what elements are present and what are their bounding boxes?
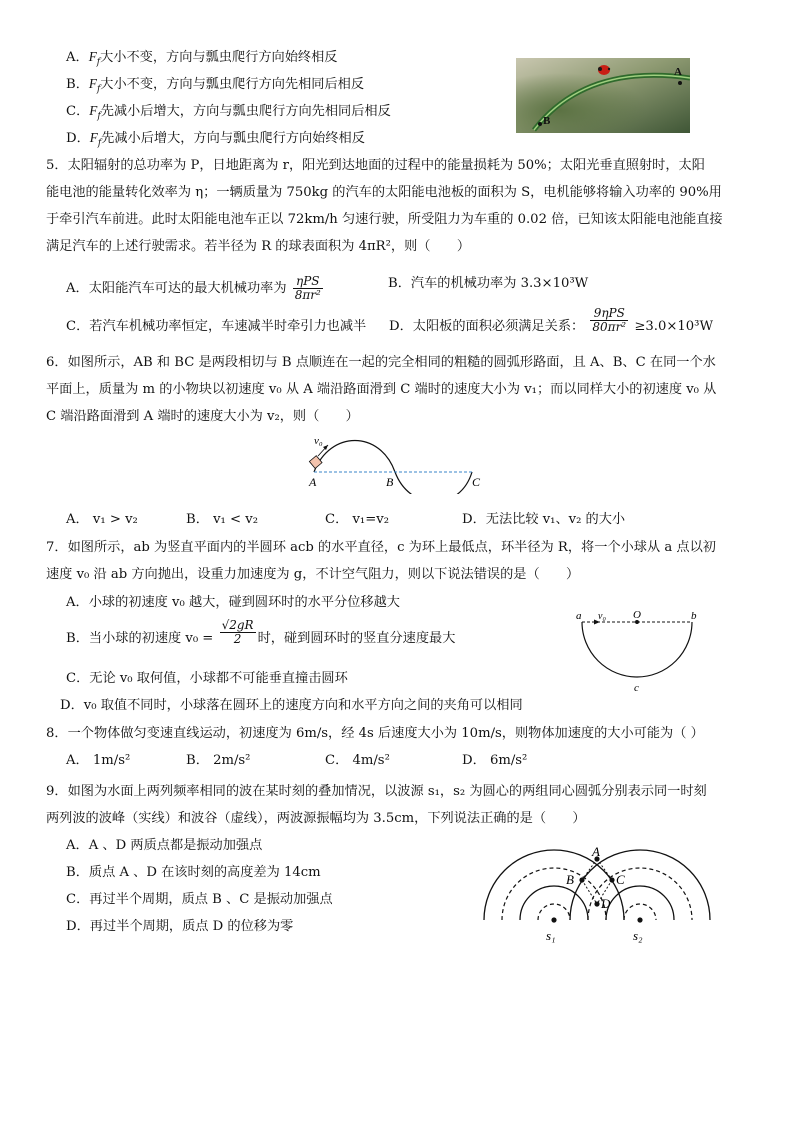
q4-option-b: B．$F_f$大小不变，方向与瓢虫爬行方向先相同后相反: [66, 76, 365, 95]
q7-label-a: a: [576, 610, 582, 622]
q9-option-b: B．质点 A 、D 在该时刻的高度差为 14cm: [66, 865, 321, 880]
q5-option-b: B．汽车的机械功率为 3.3×10³W: [388, 276, 589, 291]
q7-semicircle: [582, 622, 692, 677]
q4-option-d: D．$F_f$先减小后增大，方向与瓢虫爬行方向始终相反: [66, 130, 365, 149]
q9-stem-line-2: 两列波的波峰（实线）和波谷（虚线），两波源振幅均为 3.5cm，下列说法正确的是（ ）: [46, 811, 586, 826]
q9-s2-crest-inner: [606, 886, 674, 920]
q7-label-b: b: [691, 610, 697, 622]
q7-option-a: A．小球的初速度 v₀ 越大，碰到圆环时的水平分位移越大: [66, 595, 400, 610]
q9-label-s1: s₁: [546, 928, 556, 943]
q9-point-b: [579, 877, 584, 882]
q9-figure: [478, 846, 714, 946]
q4-option-c: C．$F_f$先减小后增大，方向与瓢虫爬行方向先相同后相反: [66, 103, 391, 122]
q7-stem-line-2: 速度 v₀ 沿 ab 方向抛出，设重力加速度为 g，不计空气阻力，则以下说法错误的是（ ）: [46, 567, 580, 582]
q6-label-b: B: [386, 475, 394, 489]
q9-option-d: D．再过半个周期，质点 D 的位移为零: [66, 919, 294, 934]
q9-label-c: C: [616, 872, 625, 887]
q9-point-d: [594, 901, 599, 906]
q7-label-o: O: [633, 609, 641, 621]
q8-option-d: D． 6m/s²: [462, 753, 528, 768]
q7-label-v0: v₀: [598, 611, 606, 622]
q7-stem-line-1: 7．如图所示，ab 为竖直平面内的半圆环 acb 的水平直径，c 为环上最低点，环半径为 R，将一个小球从 a 点以初: [46, 540, 716, 555]
q7-label-c: c: [634, 682, 639, 694]
q9-point-c: [609, 877, 614, 882]
q8-option-b: B． 2m/s²: [186, 753, 251, 768]
q6-label-a: A: [309, 475, 317, 489]
q7-option-c: C．无论 v₀ 取何值，小球都不可能垂直撞击圆环: [66, 671, 348, 686]
q7-option-b-fraction: $\frac{√2gR}{2}$: [221, 618, 254, 646]
q6-stem-line-3: C 端沿路面滑到 A 端时的速度大小为 v₂，则（ ）: [46, 409, 359, 424]
q5-option-a: A．太阳能汽车可达的最大机械功率为 $\frac{\text{ηPS}}{\text{8πr²}}$: [66, 274, 321, 302]
q9-option-c: C．再过半个周期，质点 B 、C 是振动加强点: [66, 892, 333, 907]
q9-label-d: D: [601, 896, 611, 911]
q7-option-d: D．v₀ 取值不同时，小球落在圆环上的速度方向和水平方向之间的夹角可以相同: [60, 698, 523, 713]
q6-stem-line-1: 6．如图所示，AB 和 BC 是两段相切与 B 点顺连在一起的完全相同的粗糙的圆弧形路面，且 A、B、C 在同一个水: [46, 355, 716, 370]
q5-option-c: C．若汽车机械功率恒定，车速减半时牵引力也减半: [66, 319, 367, 334]
q5-option-d-fraction: $\frac{\text{9ηPS}}{\text{80πr²}}$: [592, 306, 627, 334]
q9-source-s1: [551, 917, 556, 922]
q6-block: [309, 456, 322, 469]
q7-figure: [572, 606, 702, 696]
q6-label-v0: v₀: [314, 435, 323, 447]
q6-label-c: C: [472, 475, 481, 489]
q9-label-s2: s₂: [633, 928, 643, 943]
q5-option-d: D．太阳板的面积必须满足关系： $\frac{\text{9ηPS}}{\text{80πr²}}$ ≥3.0×10³W: [389, 306, 714, 334]
q9-stem-line-1: 9．如图为水面上两列频率相同的波在某时刻的叠加情况，以波源 s₁，s₂ 为圆心的两组同心圆弧分别表示同一时刻: [46, 784, 707, 799]
q6-option-b: B． v₁ < v₂: [186, 512, 258, 527]
q6-option-d: D．无法比较 v₁、v₂ 的大小: [462, 512, 626, 527]
photo-label-a: A: [674, 66, 682, 78]
q9-option-a: A．A 、D 两质点都是振动加强点: [66, 838, 263, 853]
q6-option-c: C． v₁=v₂: [325, 512, 389, 527]
q8-option-c: C． 4m/s²: [325, 753, 390, 768]
q5-stem-line-3: 于牵引汽车前进。此时太阳能电池车正以 72km/h 匀速行驶，所受阻力为车重的 0.02 倍，已知该太阳能电池能直接: [46, 212, 723, 227]
q6-option-a: A． v₁ > v₂: [66, 512, 138, 527]
q4-option-a: A．$F_f$大小不变，方向与瓢虫爬行方向始终相反: [66, 49, 338, 68]
q6-stem-line-2: 平面上，质量为 m 的小物块以初速度 v₀ 从 A 端沿路面滑到 C 端时的速度大小为 v₁；而以同样大小的初速度 v₀ 从: [46, 382, 717, 397]
photo-label-b: B: [543, 115, 551, 127]
q9-s1-crest-inner: [520, 886, 588, 920]
q5-option-a-fraction: $\frac{\text{ηPS}}{\text{8πr²}}$: [294, 274, 321, 302]
q7-option-b: B．当小球的初速度 v₀ = $\frac{√2gR}{2}$ 时，碰到圆环时的竖直分速度最大: [66, 618, 456, 646]
q9-label-a: A: [592, 846, 600, 859]
ladybug-photo: [516, 58, 690, 133]
q5-stem-line-2: 能电池的能量转化效率为 η；一辆质量为 750kg 的汽车的太阳能电池板的面积为 S，电机能够将输入功率的 90%用: [46, 185, 722, 200]
q9-source-s2: [637, 917, 642, 922]
q6-figure: [300, 432, 500, 494]
q5-stem-line-4: 满足汽车的上述行驶需求。若半径为 R 的球表面积为 4πR²，则（ ）: [46, 239, 471, 254]
q5-stem-line-1: 5．太阳辐射的总功率为 P，日地距离为 r，阳光到达地面的过程中的能量损耗为 50%；太阳光垂直照射时，太阳: [46, 158, 705, 173]
q8-option-a: A． 1m/s²: [66, 753, 131, 768]
q9-label-b: B: [566, 872, 574, 887]
q8-stem: 8．一个物体做匀变速直线运动，初速度为 6m/s，经 4s 后速度大小为 10m/s，则物体加速度的大小可能为（ ）: [46, 726, 704, 741]
